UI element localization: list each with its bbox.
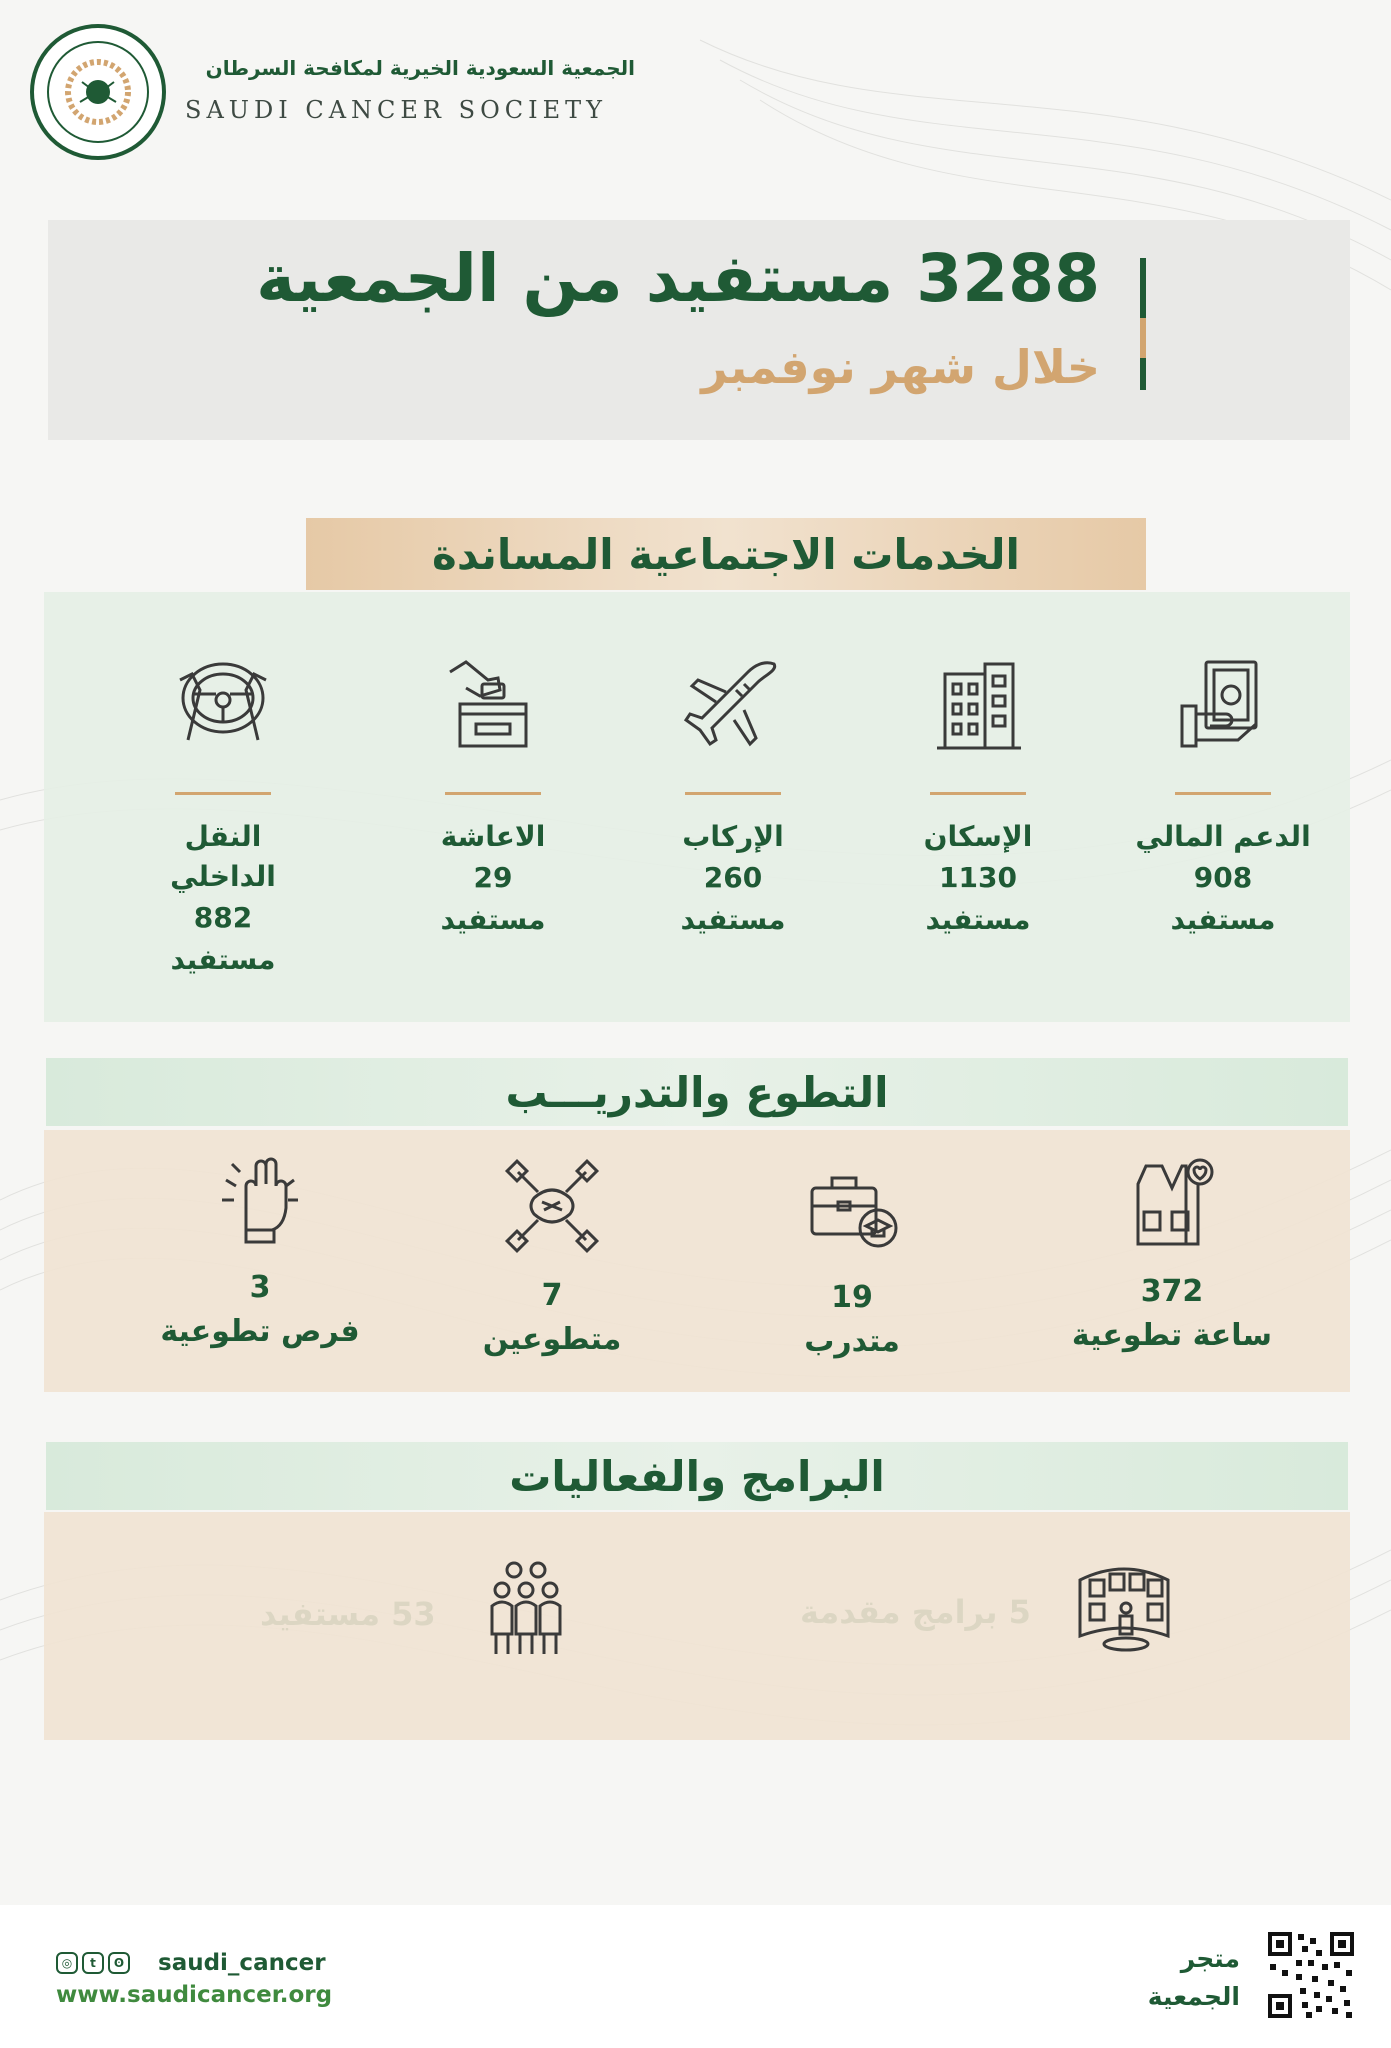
service-label: الاعاشة	[440, 820, 546, 853]
service-unit: مستفيد	[680, 903, 786, 936]
org-name-arabic: الجمعية السعودية الخيرية لمكافحة السرطان	[205, 56, 635, 80]
social-handle[interactable]: saudi_cancer	[158, 1950, 326, 1976]
joined-hands-icon	[504, 1158, 600, 1254]
store-label-line1: متجر	[1180, 1944, 1240, 1973]
service-subsistence	[403, 650, 583, 941]
briefcase-graduation-icon	[804, 1160, 900, 1256]
section-title: البرامج والفعاليات	[509, 1451, 885, 1501]
org-name-english: SAUDI CANCER SOCIETY	[185, 96, 607, 124]
airplane-icon	[678, 650, 788, 760]
website-link[interactable]: www.saudicancer.org	[56, 1982, 333, 2008]
volunteer-value: 3	[249, 1270, 271, 1305]
store-label	[1110, 1940, 1240, 2016]
service-financial-support	[1133, 650, 1313, 941]
snapchat-icon[interactable]: ʘ	[108, 1952, 130, 1974]
service-label: الدعم المالي	[1135, 820, 1311, 853]
section-title: التطوع والتدريـــب	[505, 1067, 889, 1117]
saudi-cancer-society-logo	[30, 24, 166, 160]
service-unit: مستفيد	[170, 943, 276, 976]
instagram-icon[interactable]: ◎	[56, 1952, 78, 1974]
raised-hand-icon	[212, 1150, 308, 1246]
money-hand-icon	[1168, 650, 1278, 760]
volunteer-value: 372	[1140, 1274, 1204, 1309]
volunteer-label: ساعة تطوعية	[1071, 1318, 1273, 1353]
twitter-icon[interactable]: t	[82, 1952, 104, 1974]
building-icon	[923, 650, 1033, 760]
social-services-header	[306, 518, 1146, 590]
service-flights	[643, 650, 823, 941]
hero-subtitle: خلال شهر نوفمبر	[701, 340, 1100, 394]
volunteer-vest-icon	[1124, 1154, 1220, 1250]
service-unit: مستفيد	[440, 903, 546, 936]
hero-accent-bar-gold	[1140, 318, 1146, 358]
service-value: 29	[473, 861, 513, 894]
volunteer-label: فرص تطوعية	[160, 1314, 360, 1349]
service-value: 882	[193, 901, 253, 934]
hero-title: 3288 مستفيد من الجمعية	[256, 240, 1100, 317]
service-label: الإركاب	[682, 820, 784, 853]
volunteer-opportunities	[140, 1150, 380, 1354]
service-internal-transport	[133, 650, 313, 981]
volunteer-value: 19	[831, 1280, 873, 1315]
section-title: الخدمات الاجتماعية المساندة	[432, 529, 1020, 579]
service-unit: مستفيد	[925, 903, 1031, 936]
qr-code[interactable]	[1266, 1930, 1356, 2020]
volunteer-label: متطوعين	[482, 1322, 622, 1357]
volunteer-label: متدرب	[804, 1324, 900, 1359]
donation-box-icon	[438, 650, 548, 760]
service-unit: مستفيد	[1170, 903, 1276, 936]
service-value: 1130	[939, 861, 1017, 894]
service-value: 908	[1193, 861, 1253, 894]
service-label: الإسكان	[923, 820, 1033, 853]
volunteer-value: 7	[541, 1278, 563, 1313]
social-icons	[56, 1952, 130, 1974]
store-label-line2: الجمعية	[1147, 1982, 1240, 2011]
service-value: 260	[703, 861, 763, 894]
service-housing	[888, 650, 1068, 941]
service-label: النقل الداخلي	[170, 820, 276, 893]
trainees	[732, 1160, 972, 1364]
volunteering-header	[46, 1058, 1348, 1126]
steering-wheel-icon	[168, 650, 278, 760]
volunteer-hours	[1052, 1154, 1292, 1358]
programs-header	[46, 1442, 1348, 1510]
lecture-hall-icon	[1074, 1560, 1174, 1656]
people-group-icon	[484, 1558, 568, 1658]
volunteers	[432, 1158, 672, 1362]
